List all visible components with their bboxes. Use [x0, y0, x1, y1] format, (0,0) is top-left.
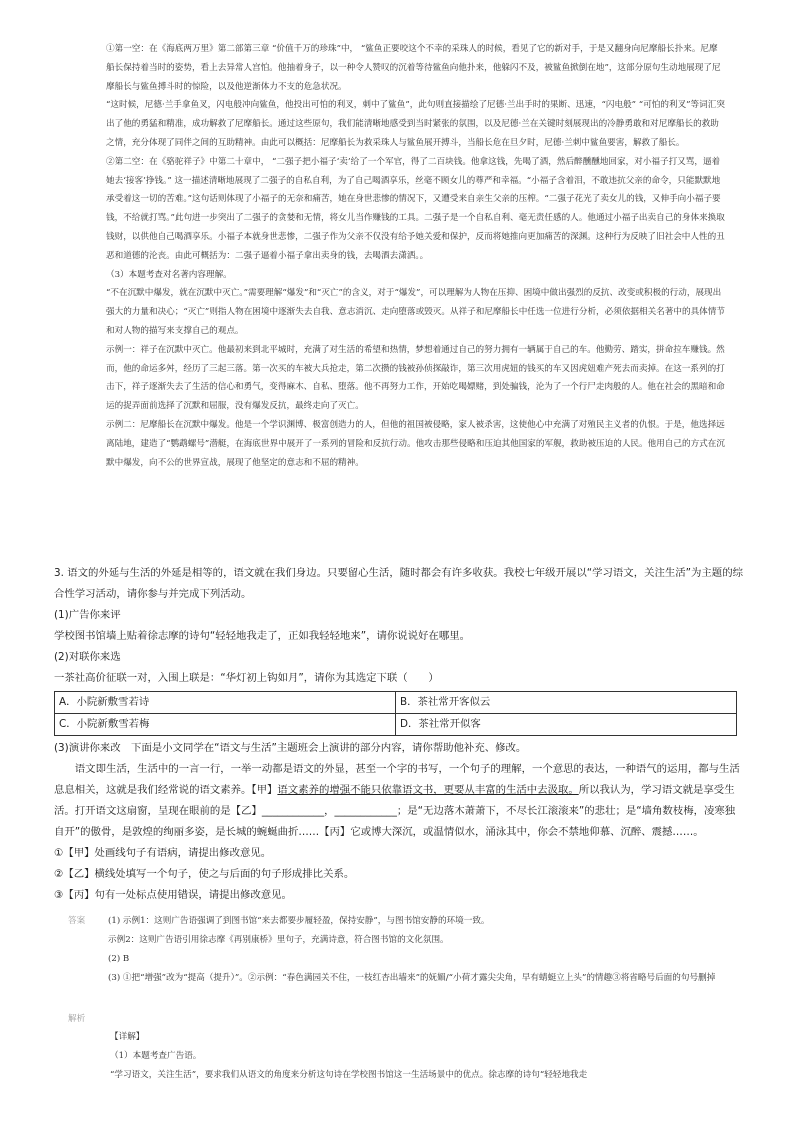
answer-label: 答案 [68, 916, 86, 926]
question-3 [54, 563, 744, 906]
analysis-line: （1）本题考查广告语。 [110, 1051, 202, 1061]
task-1: ①【甲】处画线句子有语病，请提出修改意见。 [54, 847, 272, 859]
part1-title: (1)广告你来评 [54, 609, 121, 621]
previous-answer-explanation [106, 40, 726, 472]
part2-prompt: 一茶社高价征联一对，入围上联是：“华灯初上钩如月”，请你为其选定下联（ ） [54, 672, 439, 684]
part2-title: (2)对联你来选 [54, 651, 121, 663]
option-a[interactable]: A．小院新敷雪若诗 [55, 692, 396, 714]
answer-section [64, 912, 734, 988]
option-b[interactable]: B．茶社常开客似云 [396, 692, 737, 714]
blank: ____________，____________； [261, 805, 408, 817]
analysis-label: 解析 [68, 1014, 86, 1024]
answer-line: (3) ①把“增强”改为“提高（提升）”。②示例：“春色满园关不住，一枝红杏出墙来”的妩媚/“小荷才露尖尖角，早有蜻蜓立上头”的情趣③将省略号后面的句号删掉 [108, 973, 716, 983]
speech-b: 所以我认为，学习语文就是享受生活。打开语文这扇窗，呈现在眼前的是【乙】 [54, 784, 735, 817]
paragraph: “这时候，尼德·兰手拿鱼叉，闪电般冲向鲨鱼，他投出可怕的利叉，刺中了鲨鱼”，此句则直接描绘了尼德·兰出手时的果断、迅速，“闪电般” “可怕的利叉”等词汇突出了他的勇猛和精准，成功解救了尼摩船长。通过这些原句，我们能清晰地感受到当时紧张的氛围，以及尼德·兰在关键时刻展现出的冷静勇敢和对尼摩船长的救助之情，充分体现了同伴之间的互助精神。由此可以概括：尼摩船长为救采珠人与鲨鱼展开搏斗，当船长危在旦夕时，尼德·兰刺中鲨鱼要害，解救了船长。 [106, 100, 725, 148]
analysis-line: 【详解】 [110, 1032, 145, 1042]
task-2: ②【乙】横线处填写一个句子，使之与后面的句子形成排比关系。 [54, 868, 355, 880]
part1-prompt: 学校图书馆墙上贴着徐志摩的诗句“轻轻地我走了，正如我轻轻地来”，请你说说好在哪里。 [54, 630, 470, 642]
task-3: ③【丙】句有一处标点使用错误，请提出修改意见。 [54, 889, 292, 901]
answer-line: 示例2：这则广告语引用徐志摩《再别康桥》里句子，充满诗意，符合图书馆的文化氛围。 [108, 935, 449, 945]
paragraph: 示例二：尼摩船长在沉默中爆发。他是一个学识渊博、极富创造力的人，但他的祖国被侵略，家人被杀害，这使他心中充满了对殖民主义者的仇恨。于是，他选择远离陆地，建造了“鹦鹉螺号”潜艇，在海底世界中展开了一系列的冒险和反抗行动。他攻击那些侵略和压迫其他国家的军舰，救助被压迫的人民。他用自己的方式在沉默中爆发，向不公的世界宣战，展现了他坚定的意志和不屈的精神。 [106, 419, 725, 468]
option-d[interactable]: D．茶社常开似客 [396, 714, 737, 736]
paragraph: 示例一：祥子在沉默中灭亡。他最初来到北平城时，充满了对生活的希望和热情，梦想着通过自己的努力拥有一辆属于自己的车。他勤劳、踏实，拼命拉车赚钱。然而，他的命运多舛，经历了三起三落。第一次买的车被大兵抢走，第二次攒的钱被孙侦探敲诈，第三次用虎妞的钱买的车又因虎妞难产死去而卖掉。在这一系列的打击下，祥子逐渐失去了生活的信心和勇气，变得麻木、自私、堕落。他不再努力工作，开始吃喝嫖赌，到处骗钱，沦为了一个行尸走肉般的人。他在社会的黑暗和命运的捉弄面前选择了沉默和屈服，没有爆发反抗，最终走向了灭亡。 [106, 344, 725, 412]
part3-title: (3)演讲你来改 下面是小文同学在“语文与生活”主题班会上演讲的部分内容，请你帮助他补充、修改。 [54, 742, 527, 754]
analysis-line: “学习语文，关注生活”，要求我们从语文的角度来分析这句诗在学校图书馆这一生活场景中的优点。徐志摩的诗句“轻轻地我走 [110, 1070, 588, 1080]
options-table [54, 691, 737, 736]
paragraph: ①第一空：在《海底两万里》第二部第三章 “价值千万的珍珠”中， “鲨鱼正要咬这个不幸的采珠人的时候，看见了它的新对手，于是又翻身向尼摩船长扑来。尼摩船长保持着当时的姿势，看上去异常人宫怕。他抽着身子，以一种令人赞叹的沉着等待鲨鱼向他扑来，他躲闪不及，被鲨鱼掀倒在地”，这部分原句生动地展现了尼摩船长与鲨鱼搏斗时的惊险，以及他逆渐体力不支的危急状况。 [106, 44, 721, 92]
paragraph: （3）本题考查对名著内容理解。 [106, 269, 232, 280]
analysis-section [64, 1010, 734, 1085]
speech-text [54, 759, 744, 843]
option-c[interactable]: C．小院新敷雪若梅 [55, 714, 396, 736]
paragraph: “不在沉默中爆发，就在沉默中灭亡。”需要理解“爆发”和“灭亡”的含义，对于“爆发”，可以理解为人物在压抑、困境中做出强烈的反抗、改变或积极的行动，展现出强大的力量和决心；“灭亡”则指人物在困境中逐渐失去自我、意志消沉、走向堕落或毁灭。从祥子和尼摩船长中任选一位进行分析，必须依据相关名著中的具体情节和对人物的描写来支撑自己的观点。 [106, 288, 725, 336]
speech-c: 是“无边落木萧萧下，不尽长江滚滚来”的悲壮；是“墙角数枝梅，凌寒独自开”的傲骨，是敦煌的绚丽多姿，是长城的蜿蜒曲折……【丙】它或博大深沉，或温情似水，涌泳其中，你会不禁地仰慕、沉醉、震撼……。 [54, 805, 736, 838]
answer-line: (2) B [108, 954, 130, 964]
paragraph: ②第二空：在《骆驼祥子》中第二十章中， “二强子把小福子‘卖’给了一个军官，得了二百块钱。他拿这钱，先喝了酒，然后醉醺醺地回家，对小福子打又骂，逼着她去‘接客’挣钱。” 这一描述清晰地展现了二强子的自私自利，为了自己喝酒享乐，丝毫不顾女儿的尊严和幸福。“小福子含着泪，不敢违抗父亲的命令，只能默默地承受着这一切的苦难。”这句话则体现了小福子的无奈和痛苦，她在身世悲惨的情况下，又遭受来自亲生父亲的压榨。“二强子花光了卖女儿的钱，又伸手向小福子要钱，不给就打骂。”此句进一步突出了二强子的贪婪和无情，将女儿当作赚钱的工具。二强子是一个自私自利、毫无责任感的人。他通过小福子出卖自己的身体来换取钱财，以供他自己喝酒享乐。小福子本就身世悲惨，二强子作为父亲不仅没有给予她关爱和保护，反而将她推向更加痛苦的深渊。这种行为反映了旧社会中人性的丑恶和道德的沦丧。由此可概括为：二强子逼着小福子拿出卖身的钱，去喝酒去潇洒。。 [106, 156, 725, 261]
underlined-sentence: 语文素养的增强不能只依靠语文书，更要从丰富的生活中去汲取。 [277, 784, 579, 796]
speech-a: 语文即生活，生活中的一言一行，一举一动都是语文的外显，甚至一个字的书写，一个句子的理解，一个意思的表达，一种语气的运用，都与生活息息相关，这就是我们经常说的语文素养。【甲】 [54, 763, 740, 796]
answer-line: (1) 示例1：这则广告语强调了到图书馆“来去都要步履轻盈，保持安静”，与图书馆安静的环境一致。 [108, 916, 490, 926]
question-intro: 3. 语文的外延与生活的外延是相等的，语文就在我们身边。只要留心生活，随时都会有许多收获。我校七年级开展以“学习语文，关注生活”为主题的综合性学习活动，请你参与并完成下列活动。 [54, 567, 743, 600]
